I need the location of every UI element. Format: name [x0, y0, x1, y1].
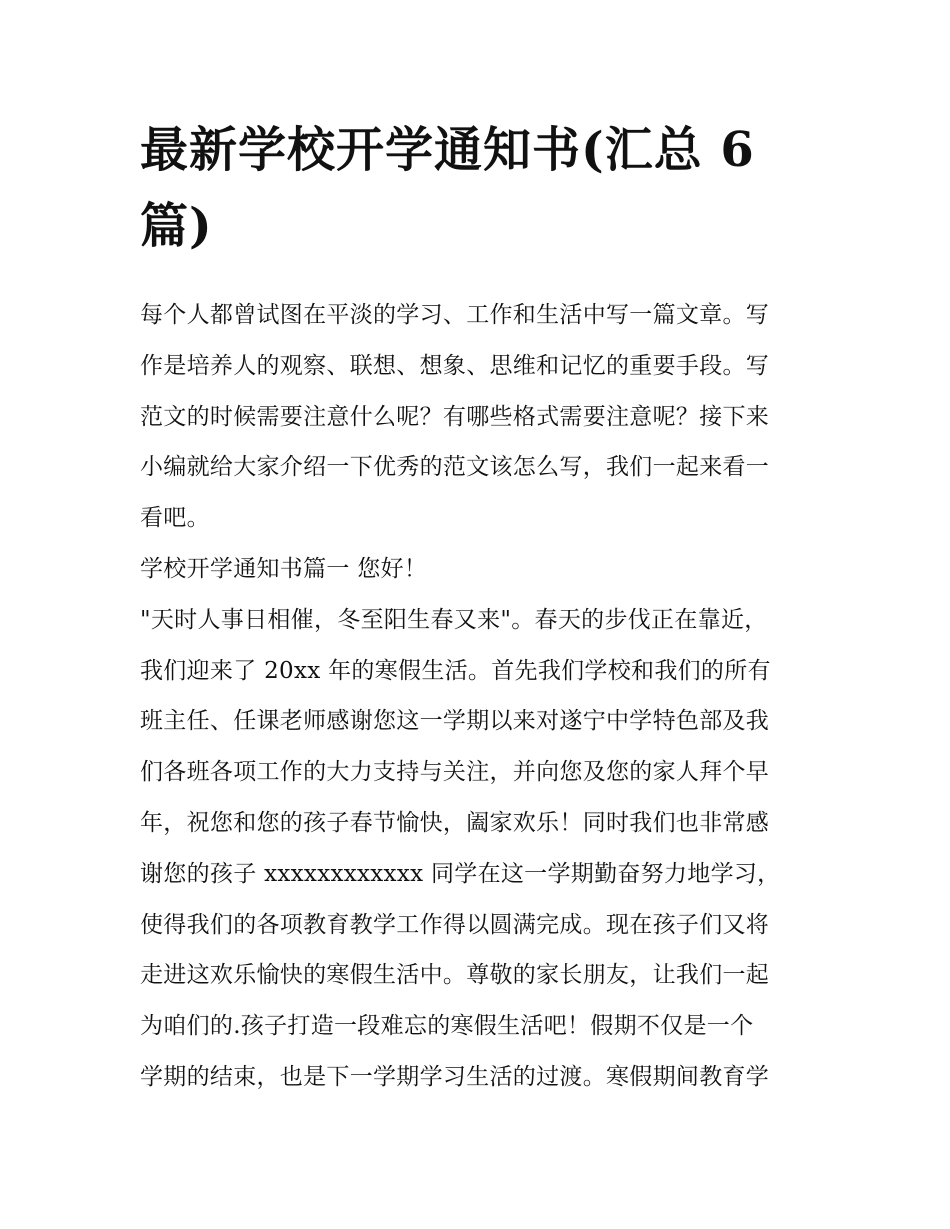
- section-heading: 学校开学通知书篇一 您好！: [140, 555, 428, 582]
- body-line: 走进这欢乐愉快的寒假生活中。尊敬的家长朋友，让我们一起: [140, 962, 770, 989]
- document-title: [140, 112, 812, 264]
- body-line: 范文的时候需要注意什么呢？有哪些格式需要注意呢？接下来: [140, 403, 770, 430]
- title-line-1: 最新学校开学通知书(汇总 6: [140, 122, 755, 178]
- body-line: 小编就给大家介绍一下优秀的范文该怎么写，我们一起来看一: [140, 454, 770, 481]
- document-body: [140, 290, 812, 1103]
- title-line-2: 篇): [140, 198, 213, 254]
- body-line: 年，祝您和您的孩子春节愉快，阖家欢乐！同时我们也非常感: [140, 809, 770, 836]
- body-line: 使得我们的各项教育教学工作得以圆满完成。现在孩子们又将: [140, 911, 770, 938]
- body-line: 每个人都曾试图在平淡的学习、工作和生活中写一篇文章。写: [140, 302, 770, 328]
- body-line: 班主任、任课老师感谢您这一学期以来对遂宁中学特色部及我: [140, 708, 770, 735]
- body-line: 作是培养人的观察、联想、想象、思维和记忆的重要手段。写: [140, 352, 770, 379]
- body-line: 学期的结束，也是下一学期学习生活的过渡。寒假期间教育学: [140, 1063, 770, 1090]
- body-line: 们各班各项工作的大力支持与关注，并向您及您的家人拜个早: [140, 759, 770, 786]
- document-page: [140, 112, 812, 1103]
- body-line: 我们迎来了 20xx 年的寒假生活。首先我们学校和我们的所有: [140, 657, 771, 684]
- body-line: 为咱们的.孩子打造一段难忘的寒假生活吧！假期不仅是一个: [140, 1013, 754, 1040]
- body-line: 看吧。: [140, 505, 210, 532]
- body-line: "天时人事日相催，冬至阳生春又来"。春天的步伐正在靠近，: [140, 606, 768, 633]
- body-line: 谢您的孩子 xxxxxxxxxxxx 同学在这一学期勤奋努力地学习，: [140, 860, 781, 887]
